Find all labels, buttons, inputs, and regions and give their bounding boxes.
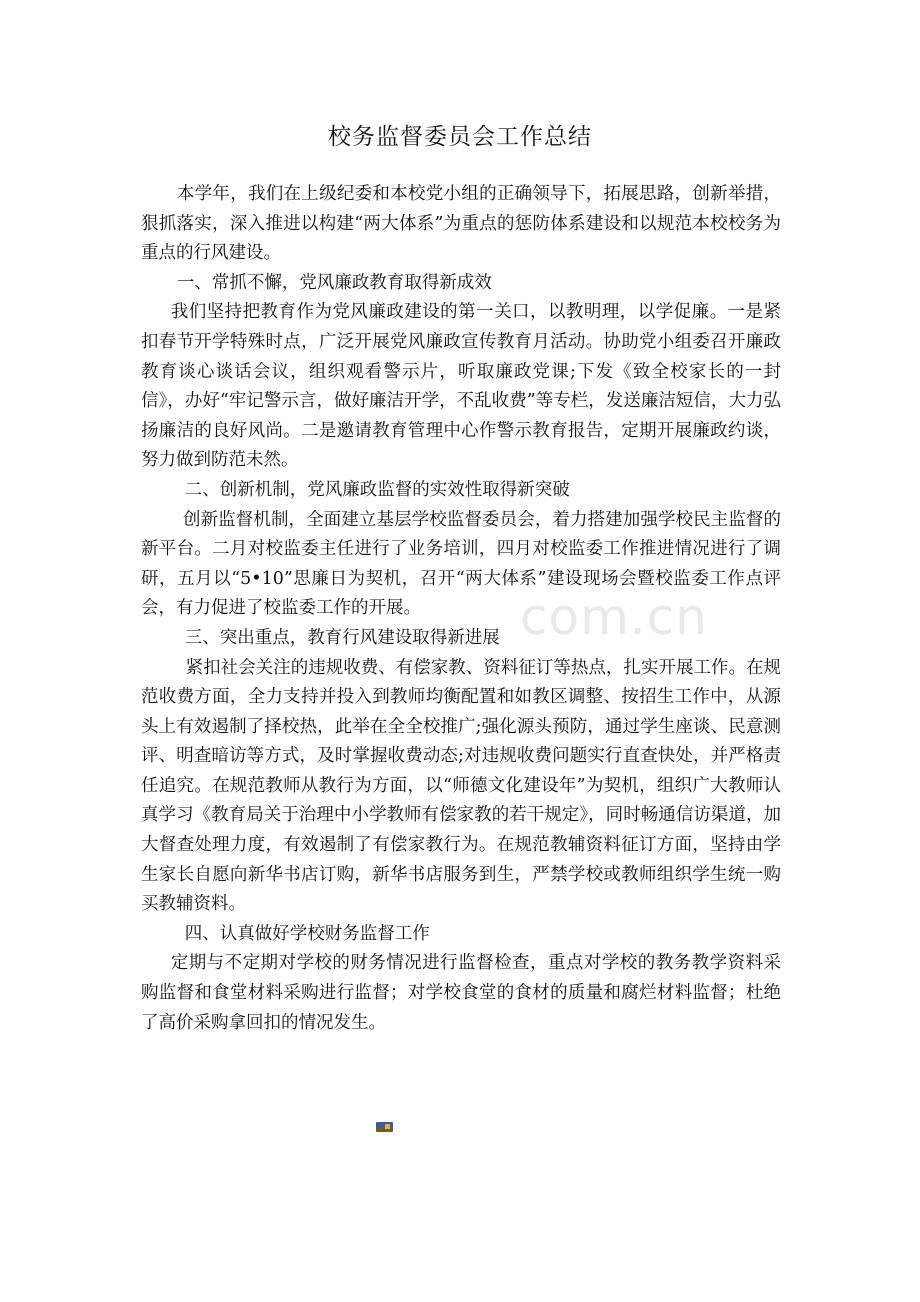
watermark-text: com.cn [520,588,708,646]
section-2-heading: 二、创新机制，党风廉政监督的实效性取得新突破 [184,479,570,500]
section-2-paragraph: 创新监督机制，全面建立基层学校监督委员会，着力搭建加强学校民主监督的新平台。二月对校监委主任进行了业务培训，四月对校监委工作推进情况进行了调研，五月以“5•10”思廉日为契机，召开“两大体系”建设现场会暨校监委工作点评会，有力促进了校监委工作的开展。 [141,509,781,619]
section-3-paragraph: 紧扣社会关注的违规收费、有偿家教、资料征订等热点，扎实开展工作。在规范收费方面，全力支持并投入到教师均衡配置和如教区调整、按招生工作中，从源头上有效遏制了择校热，此举在全全校推广;强化源头预防，通过学生座谈、民意测评、明查暗访等方式，及时掌握收费动态;对违规收费问题实行直查快处，并严格责任追究。在规范教师从教行为方面，以“师德文化建设年”为契机，组织广大教师认真学习《教育局关于治理中小学教师有偿家教的若干规定》，同时畅通信访渠道，加大督查处理力度，有效遏制了有偿家教行为。在规范教辅资料征订方面，坚持由学生家长自愿向新华书店订购，新华书店服务到生，严禁学校或教师组织学生统一购买教辅资料。 [141,657,781,915]
section-4-heading: 四、认真做好学校财务监督工作 [184,923,430,944]
intro-paragraph: 本学年，我们在上级纪委和本校党小组的正确领导下，拓展思路，创新举措，狠抓落实，深入推进以构建“两大体系”为重点的惩防体系建设和以规范本校校务为重点的行风建设。 [141,184,781,264]
landscape-thumbnail-icon [376,1122,393,1132]
section-1-paragraph: 我们坚持把教育作为党风廉政建设的第一关口，以教明理，以学促廉。一是紧扣春节开学特殊时点，广泛开展党风廉政宣传教育月活动。协助党小组委召开廉政教育谈心谈话会议，组织观看警示片，听取廉政党课;下发《致全校家长的一封信》，办好“牢记警示言，做好廉洁开学，不乱收费”等专栏，发送廉洁短信，大力弘扬廉洁的良好风尚。二是邀请教育管理中心作警示教育报告，定期开展廉政约谈，努力做到防范未然。 [141,302,781,471]
section-4-paragraph: 定期与不定期对学校的财务情况进行监督检查，重点对学校的教务教学资料采购监督和食堂材料采购进行监督；对学校食堂的食材的质量和腐烂材料监督；杜绝了高价采购拿回扣的情况发生。 [141,953,781,1033]
document-body [141,180,781,1038]
document-title: 校务监督委员会工作总结 [328,124,592,150]
section-1-heading: 一、常抓不懈，党风廉政教育取得新成效 [176,272,492,293]
section-3-heading: 三、突出重点，教育行风建设取得新进展 [184,627,500,648]
